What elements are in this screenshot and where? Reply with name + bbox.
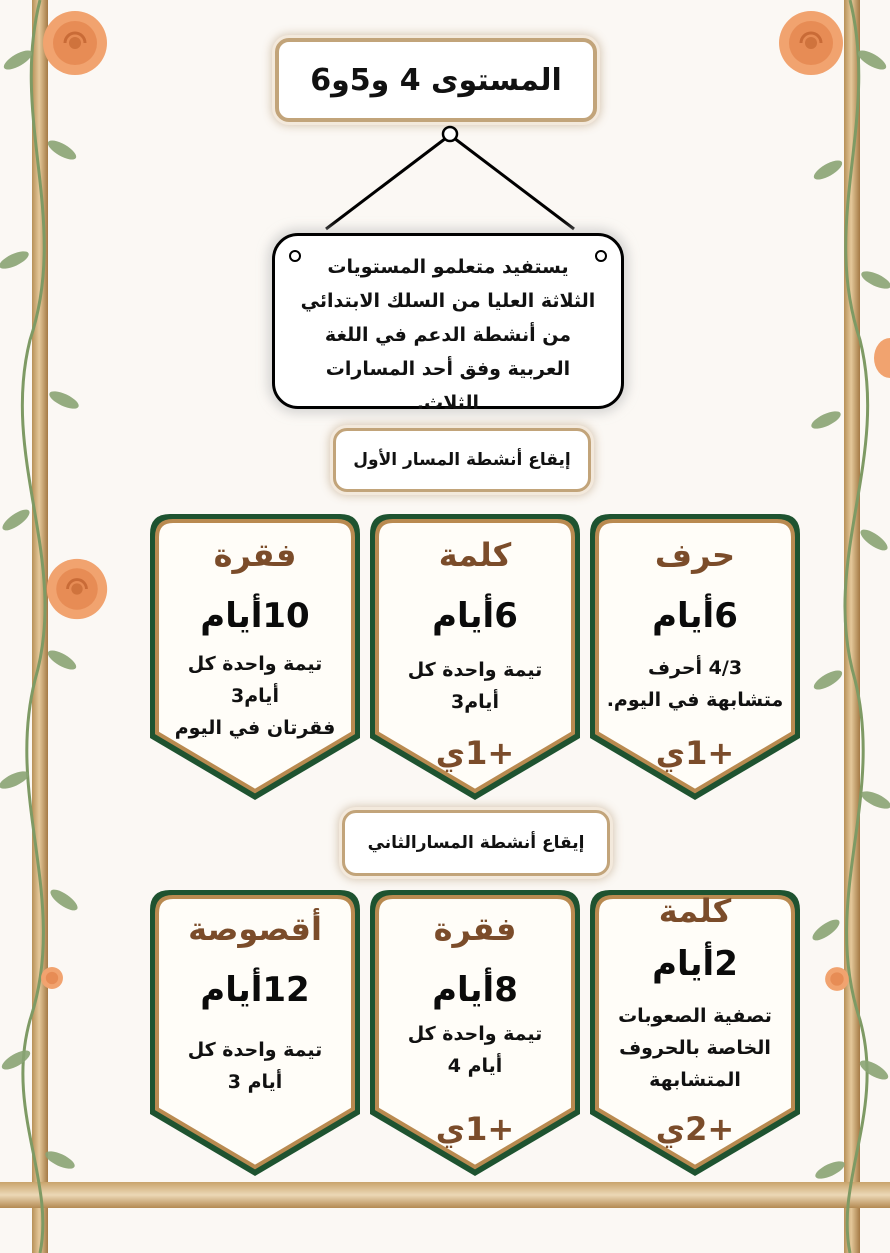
card-days: 6أيام xyxy=(652,596,738,636)
card-extra-days: +1ي xyxy=(435,734,515,772)
intro-line-2: الثلاثة العليا من السلك الابتدائي xyxy=(300,290,596,312)
card-desc xyxy=(154,648,356,744)
rose-top-left xyxy=(40,8,110,78)
frame-bottom-rail xyxy=(0,1182,890,1208)
card-desc xyxy=(374,654,576,718)
card-desc-line: تيمة واحدة كل xyxy=(187,653,323,675)
card-desc xyxy=(594,652,796,716)
card-desc xyxy=(594,1000,796,1096)
card-days: 12أيام xyxy=(200,970,310,1010)
track2-card-word xyxy=(588,888,802,1178)
intro-line-4: العربية وفق أحد المسارات الثلاث. xyxy=(325,358,571,414)
rose-middle-left xyxy=(44,556,110,622)
rose-top-right xyxy=(776,8,846,78)
vine-left-decoration xyxy=(0,0,90,1253)
card-desc-line: المتشابهة xyxy=(649,1069,741,1091)
hanger-strings xyxy=(320,125,580,235)
card-desc-line: تيمة واحدة كل xyxy=(187,1039,323,1061)
intro-line-3: من أنشطة الدعم في اللغة xyxy=(324,324,572,346)
card-extra-days: +1ي xyxy=(655,734,735,772)
track1-heading: إيقاع أنشطة المسار الأول xyxy=(333,428,591,492)
card-desc-line: 4/3 أحرف xyxy=(647,657,743,679)
card-desc-line: أيام 3 xyxy=(227,1071,283,1093)
card-days: 2أيام xyxy=(652,944,738,984)
intro-line-1: يستفيد متعلمو المستويات xyxy=(327,256,569,278)
card-days: 10أيام xyxy=(200,596,310,636)
rose-small-left xyxy=(40,966,64,990)
card-days: 8أيام xyxy=(432,970,518,1010)
card-title: فقرة xyxy=(433,910,517,948)
card-desc-line: أيام 4 xyxy=(447,1055,503,1077)
card-title: كلمة xyxy=(438,536,512,574)
note-hole-left xyxy=(289,250,301,262)
track2-card-story xyxy=(148,888,362,1178)
note-hole-right xyxy=(595,250,607,262)
card-desc-line: الخاصة بالحروف xyxy=(619,1037,771,1059)
vine-right-decoration xyxy=(800,0,890,1253)
card-desc-line: أيام3 xyxy=(451,691,499,713)
track2-heading: إيقاع أنشطة المسارالثاني xyxy=(342,810,610,876)
card-desc-line: تيمة واحدة كل xyxy=(407,659,543,681)
card-title: أقصوصة xyxy=(188,910,322,948)
card-desc-line: متشابهة في اليوم. xyxy=(606,689,784,711)
track1-card-letter xyxy=(588,512,802,802)
card-desc-line: تيمة واحدة كل xyxy=(407,1023,543,1045)
card-title: فقرة xyxy=(213,536,297,574)
track1-card-paragraph xyxy=(148,512,362,802)
page-title: المستوى 4 و5و6 xyxy=(275,38,597,122)
card-desc-line: فقرتان في اليوم xyxy=(174,717,336,739)
card-desc xyxy=(154,1034,356,1098)
rose-edge-right xyxy=(870,336,890,380)
card-desc-line: تصفية الصعوبات xyxy=(618,1005,772,1027)
card-desc xyxy=(374,1018,576,1082)
card-extra-days: +2ي xyxy=(655,1110,735,1148)
intro-note xyxy=(272,233,624,414)
track1-card-word xyxy=(368,512,582,802)
track2-card-paragraph xyxy=(368,888,582,1178)
card-extra-days: +1ي xyxy=(435,1110,515,1148)
rose-small-right xyxy=(824,966,850,992)
card-title: كلمة xyxy=(658,892,732,930)
card-days: 6أيام xyxy=(432,596,518,636)
card-desc-line: أيام3 xyxy=(231,685,279,707)
card-title: حرف xyxy=(654,536,736,574)
